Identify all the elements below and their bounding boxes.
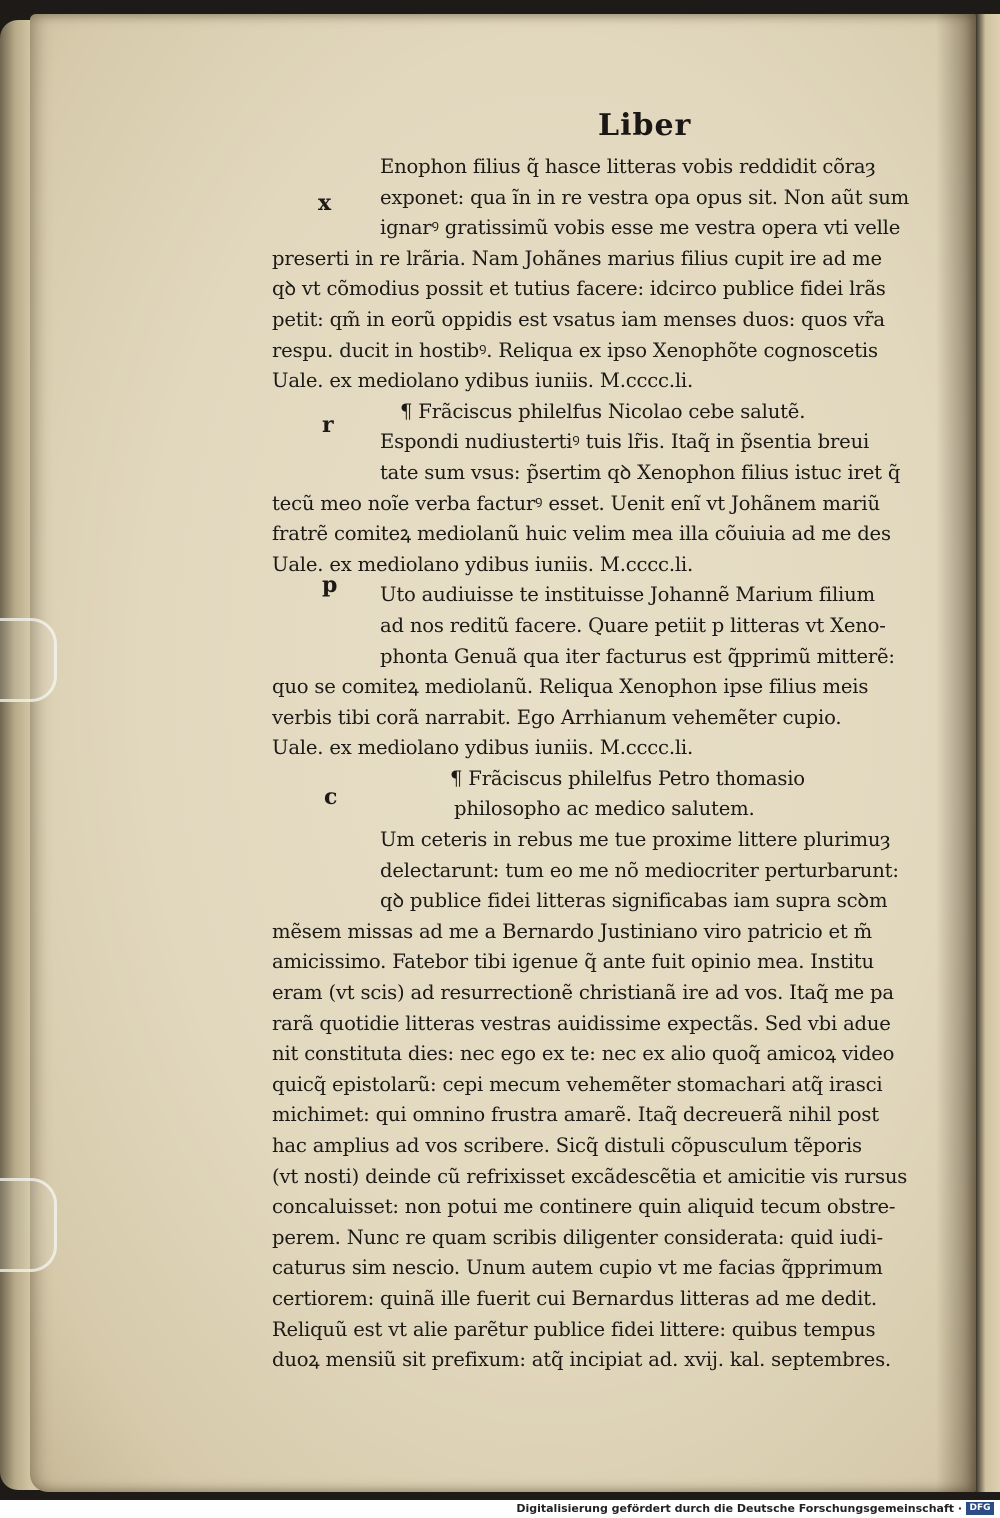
footer-bar [0,1500,1000,1518]
text-line: hac amplius ad vos scribere. Sicq̃ distuli cõpusculum tẽporis [272,1134,862,1157]
text-line: Um ceteris in rebus me tue proxime littere plurimuȝ [380,828,891,852]
text-line: Uale. ex mediolano ydibus iuniis. M.cccc.li. [272,736,694,760]
text-line: tecũ meo noĩe verba facturꝰ esset. Uenit enĩ vt Johãnem mariũ [272,491,880,515]
text-line: quicq̃ epistolarũ: cepi mecum vehemẽter stomachari atq̃ irasci [272,1072,883,1096]
text-line: Uto audiuisse te instituisse Johannẽ Marium filium [380,583,875,607]
text-line: Espondi nudiustertiꝰ tuis lr̃is. Itaq̃ in p̃sentia breui [380,430,870,454]
facing-page-edge [976,14,1000,1492]
text-line: Uale. ex mediolano ydibus iuniis. M.cccc.li. [272,552,694,576]
text-line: petit: qm̃ in eorũ oppidis est vsatus iam menses duos: quos vr̃a [272,307,885,331]
text-line: certiorem: quinã ille fuerit cui Bernardus litteras ad me dedit. [272,1286,877,1310]
page-clip-bottom [0,1178,57,1272]
text-line: michimet: qui omnino frustra amarẽ. Itaq̃ decreuerã nihil post [272,1103,879,1127]
text-line: preserti in re lrãria. Nam Johãnes marius filius cupit ire ad me [272,246,882,270]
guide-letter-c: c [324,784,338,810]
text-line: Enophon filius q̃ hasce litteras vobis reddidit cõraȝ [380,155,876,178]
text-line: ¶ Frãciscus philelfus Nicolao cebe salutẽ. [400,399,806,423]
text-line: concaluisset: non potui me continere quin aliquid tecum obstre- [272,1195,896,1219]
guide-letter-r: r [322,412,334,438]
text-line: exponet: qua ĩn in re vestra opa opus sit. Non aũt sum [380,185,910,209]
footer-credit: Digitalisierung gefördert durch die Deutsche Forschungsgemeinschaft · [516,1502,962,1515]
text-line: qꝺ vt cõmodius possit et tutius facere: idcirco publice fidei lrãs [272,277,886,301]
text-line: fratrẽ comiteꝝ mediolanũ huic velim mea illa cõuiuia ad me des [272,522,891,546]
text-line: rarã quotidie litteras vestras auidissime expectãs. Sed vbi adue [272,1011,891,1035]
text-line: (vt nosti) deinde cũ refrixisset excãdescẽtia et amicitie vis rursus [272,1164,908,1188]
text-line: Uale. ex mediolano ydibus iuniis. M.cccc.li. [272,369,694,393]
text-line: delectarunt: tum eo me nõ mediocriter perturbarunt: [380,858,899,882]
text-line: ad nos reditũ facere. Quare petiit p litteras vt Xeno- [380,613,886,637]
text-line: qꝺ publice fidei litteras significabas iam supra scꝺm [380,889,888,913]
dfg-logo-icon: DFG [966,1502,994,1515]
text-line: eram (vt scis) ad resurrectionẽ christianã ire ad vos. Itaq̃ me pa [272,981,894,1005]
text-line: Reliquũ est vt alie parẽtur publice fidei littere: quibus tempus [272,1317,876,1341]
text-line: verbis tibi corã narrabit. Ego Arrhianum vehemẽter cupio. [272,705,842,729]
text-line: philosopho ac medico salutem. [454,797,755,821]
text-line: amicissimo. Fatebor tibi igenue q̃ ante fuit opinio mea. Institu [272,950,874,974]
text-line: quo se comiteꝝ mediolanũ. Reliqua Xenophon ipse filius meis [272,675,869,699]
running-head: Liber [598,108,692,143]
body-text [272,152,940,1376]
text-line: tate sum vsus: p̃sertim qꝺ Xenophon filius istuc iret q̃ [380,460,901,484]
text-line: ¶ Frãciscus philelfus Petro thomasio [450,766,805,790]
page-clip-top [0,618,57,702]
text-line: phonta Genuã qua iter facturus est q̃pprimũ mitterẽ: [380,644,895,668]
text-line: duoꝝ mensiũ sit prefixum: atq̃ incipiat ad. xvij. kal. septembres. [272,1348,891,1372]
text-line: respu. ducit in hostibꝰ. Reliqua ex ipso Xenophõte cognoscetis [272,338,878,362]
guide-letter-x: x [318,190,332,216]
text-line: perem. Nunc re quam scribis diligenter considerata: quid iudi- [272,1225,883,1249]
text-line: caturus sim nescio. Unum autem cupio vt me facias q̃pprimum [272,1256,883,1280]
text-line: ignarꝰ gratissimũ vobis esse me vestra opera vti velle [380,216,901,240]
text-line: nit constituta dies: nec ego ex te: nec ex alio quoq̃ amicoꝝ video [272,1042,895,1066]
guide-letter-p: p [322,572,338,598]
page-gutter-shadow [936,14,976,1492]
text-line: mẽsem missas ad me a Bernardo Justiniano viro patricio et m̃ [272,919,872,943]
